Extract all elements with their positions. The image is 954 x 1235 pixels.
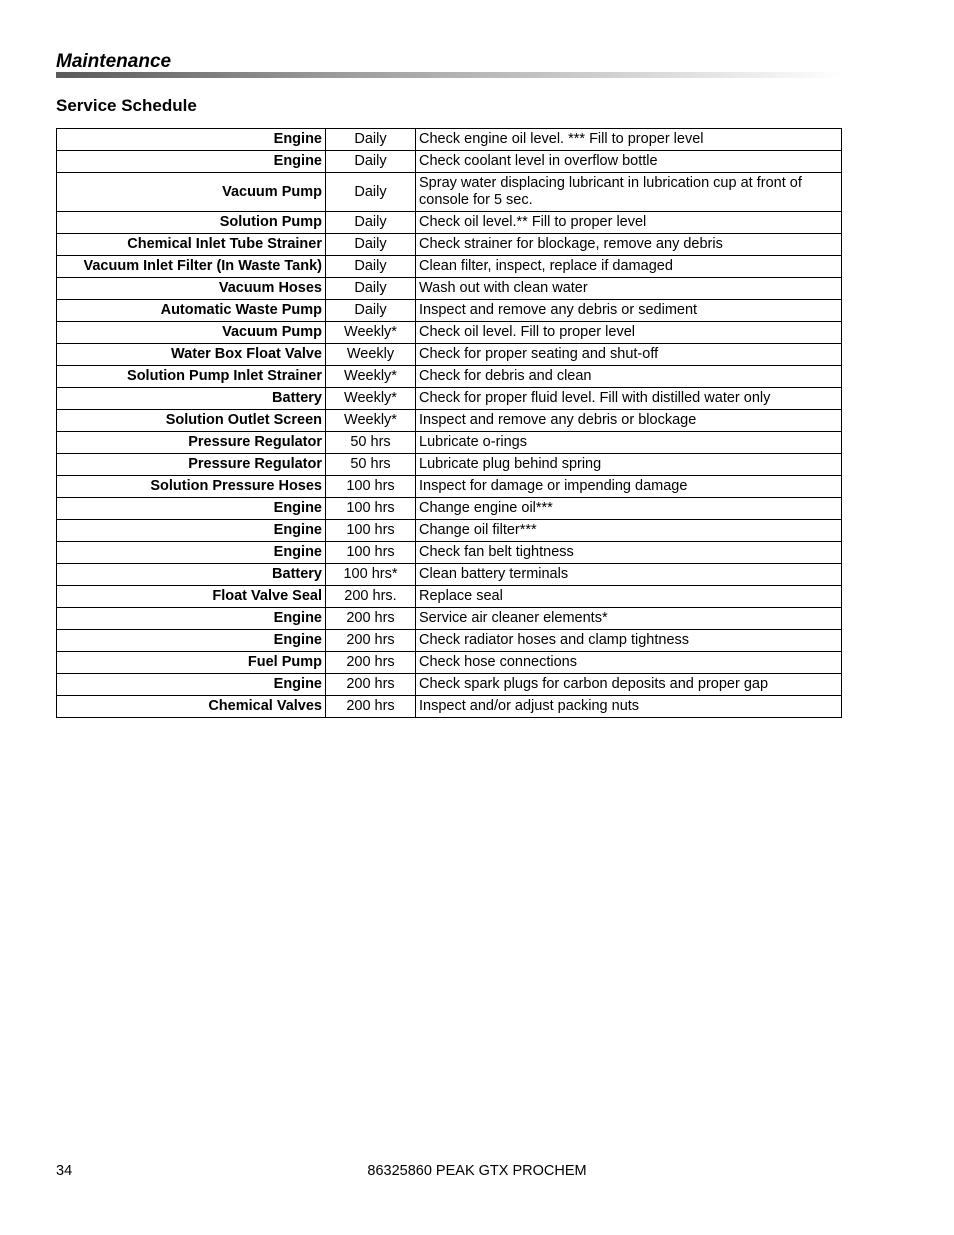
frequency-cell: 200 hrs xyxy=(326,674,416,696)
task-cell: Spray water displacing lubricant in lubrication cup at front of console for 5 sec. xyxy=(416,173,842,212)
table-row xyxy=(57,322,842,344)
table-row xyxy=(57,696,842,718)
table-row xyxy=(57,410,842,432)
table-row xyxy=(57,674,842,696)
task-cell: Check strainer for blockage, remove any debris xyxy=(416,234,842,256)
task-cell: Inspect and/or adjust packing nuts xyxy=(416,696,842,718)
frequency-cell: Weekly* xyxy=(326,322,416,344)
table-row xyxy=(57,542,842,564)
frequency-cell: Daily xyxy=(326,173,416,212)
task-cell: Change engine oil*** xyxy=(416,498,842,520)
section-title: Maintenance xyxy=(56,51,172,72)
table-row xyxy=(57,520,842,542)
frequency-cell: Daily xyxy=(326,129,416,151)
task-cell: Lubricate o-rings xyxy=(416,432,842,454)
table-row xyxy=(57,212,842,234)
table-row xyxy=(57,300,842,322)
frequency-cell: Weekly xyxy=(326,344,416,366)
task-cell: Check coolant level in overflow bottle xyxy=(416,151,842,173)
component-cell: Engine xyxy=(57,608,326,630)
frequency-cell: 50 hrs xyxy=(326,454,416,476)
table-row xyxy=(57,498,842,520)
task-cell: Check engine oil level. *** Fill to proper level xyxy=(416,129,842,151)
component-cell: Battery xyxy=(57,388,326,410)
schedule-body xyxy=(57,129,842,718)
task-cell: Inspect and remove any debris or sediment xyxy=(416,300,842,322)
component-cell: Vacuum Pump xyxy=(57,322,326,344)
task-cell: Check for proper fluid level. Fill with distilled water only xyxy=(416,388,842,410)
table-row xyxy=(57,652,842,674)
frequency-cell: Daily xyxy=(326,212,416,234)
component-cell: Water Box Float Valve xyxy=(57,344,326,366)
task-cell: Check spark plugs for carbon deposits and proper gap xyxy=(416,674,842,696)
page-subtitle: Service Schedule xyxy=(56,96,197,115)
component-cell: Engine xyxy=(57,129,326,151)
component-cell: Battery xyxy=(57,564,326,586)
frequency-cell: 100 hrs xyxy=(326,520,416,542)
frequency-cell: 200 hrs xyxy=(326,608,416,630)
table-row xyxy=(57,278,842,300)
component-cell: Vacuum Pump xyxy=(57,173,326,212)
table-row xyxy=(57,608,842,630)
task-cell: Check for debris and clean xyxy=(416,366,842,388)
task-cell: Replace seal xyxy=(416,586,842,608)
frequency-cell: Weekly* xyxy=(326,410,416,432)
component-cell: Fuel Pump xyxy=(57,652,326,674)
footer-page-number: 34 xyxy=(56,1163,73,1179)
table-row xyxy=(57,173,842,212)
frequency-cell: Weekly* xyxy=(326,388,416,410)
task-cell: Service air cleaner elements* xyxy=(416,608,842,630)
task-cell: Check fan belt tightness xyxy=(416,542,842,564)
task-cell: Check hose connections xyxy=(416,652,842,674)
component-cell: Solution Pump xyxy=(57,212,326,234)
component-cell: Engine xyxy=(57,542,326,564)
task-cell: Check oil level.** Fill to proper level xyxy=(416,212,842,234)
table-row xyxy=(57,432,842,454)
frequency-cell: 50 hrs xyxy=(326,432,416,454)
component-cell: Vacuum Inlet Filter (In Waste Tank) xyxy=(57,256,326,278)
task-cell: Inspect and remove any debris or blockage xyxy=(416,410,842,432)
service-schedule-table xyxy=(56,128,842,718)
table-row xyxy=(57,564,842,586)
table-row xyxy=(57,630,842,652)
component-cell: Engine xyxy=(57,674,326,696)
component-cell: Solution Pump Inlet Strainer xyxy=(57,366,326,388)
frequency-cell: 200 hrs xyxy=(326,630,416,652)
task-cell: Check for proper seating and shut-off xyxy=(416,344,842,366)
table-row xyxy=(57,234,842,256)
component-cell: Float Valve Seal xyxy=(57,586,326,608)
component-cell: Pressure Regulator xyxy=(57,432,326,454)
component-cell: Automatic Waste Pump xyxy=(57,300,326,322)
table-row xyxy=(57,344,842,366)
component-cell: Solution Pressure Hoses xyxy=(57,476,326,498)
component-cell: Engine xyxy=(57,520,326,542)
frequency-cell: 200 hrs. xyxy=(326,586,416,608)
component-cell: Solution Outlet Screen xyxy=(57,410,326,432)
footer-document-title: 86325860 PEAK GTX PROCHEM xyxy=(367,1163,587,1179)
frequency-cell: 100 hrs* xyxy=(326,564,416,586)
frequency-cell: Weekly* xyxy=(326,366,416,388)
frequency-cell: 200 hrs xyxy=(326,652,416,674)
table-row xyxy=(57,129,842,151)
task-cell: Change oil filter*** xyxy=(416,520,842,542)
table-row xyxy=(57,388,842,410)
table-row xyxy=(57,476,842,498)
frequency-cell: Daily xyxy=(326,300,416,322)
frequency-cell: 100 hrs xyxy=(326,542,416,564)
component-cell: Engine xyxy=(57,151,326,173)
task-cell: Check radiator hoses and clamp tightness xyxy=(416,630,842,652)
component-cell: Engine xyxy=(57,498,326,520)
frequency-cell: 100 hrs xyxy=(326,498,416,520)
frequency-cell: Daily xyxy=(326,256,416,278)
frequency-cell: 100 hrs xyxy=(326,476,416,498)
table-row xyxy=(57,366,842,388)
task-cell: Clean battery terminals xyxy=(416,564,842,586)
task-cell: Check oil level. Fill to proper level xyxy=(416,322,842,344)
table-row xyxy=(57,256,842,278)
component-cell: Vacuum Hoses xyxy=(57,278,326,300)
header-rule xyxy=(56,72,844,78)
component-cell: Pressure Regulator xyxy=(57,454,326,476)
task-cell: Wash out with clean water xyxy=(416,278,842,300)
table-row xyxy=(57,586,842,608)
task-cell: Clean filter, inspect, replace if damaged xyxy=(416,256,842,278)
table-row xyxy=(57,454,842,476)
frequency-cell: 200 hrs xyxy=(326,696,416,718)
table-row xyxy=(57,151,842,173)
task-cell: Lubricate plug behind spring xyxy=(416,454,842,476)
task-cell: Inspect for damage or impending damage xyxy=(416,476,842,498)
component-cell: Chemical Inlet Tube Strainer xyxy=(57,234,326,256)
frequency-cell: Daily xyxy=(326,151,416,173)
component-cell: Engine xyxy=(57,630,326,652)
component-cell: Chemical Valves xyxy=(57,696,326,718)
frequency-cell: Daily xyxy=(326,234,416,256)
frequency-cell: Daily xyxy=(326,278,416,300)
